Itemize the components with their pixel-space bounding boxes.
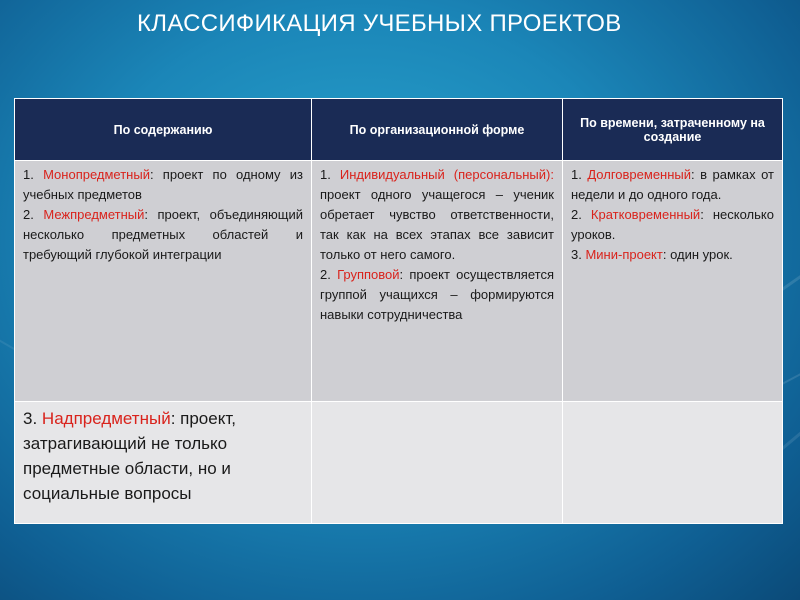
slide-title: КЛАССИФИКАЦИЯ УЧЕБНЫХ ПРОЕКТОВ — [137, 10, 622, 37]
header-by-organization: По организационной форме — [312, 99, 563, 161]
header-by-time: По времени, затраченному на создание — [563, 99, 783, 161]
list-item: 3. Мини-проект: один урок. — [571, 247, 733, 262]
table-header-row — [15, 99, 783, 161]
cell-time-types — [563, 161, 783, 402]
list-item: 2. Межпредметный: проект, объединяющий несколько предметных областей и требующий глубокой интеграции — [23, 207, 303, 262]
term: Надпредметный — [41, 409, 171, 428]
cell-organization-types — [312, 161, 563, 402]
header-by-content: По содержанию — [15, 99, 312, 161]
empty-cell — [312, 402, 563, 524]
list-item: 1. Долговременный: в рамках от недели и до одного года. — [571, 167, 774, 202]
term: Межпредметный — [43, 207, 145, 222]
list-item: 1. Монопредметный: проект по одному из учебных предметов — [23, 167, 303, 202]
cell-content-types — [15, 161, 312, 402]
list-item: 3. Надпредметный: проект, затрагивающий не только предметные области, но и социальные вопросы — [23, 409, 236, 503]
term: Групповой — [337, 267, 400, 282]
table-row — [15, 402, 783, 524]
term: Индивидуальный (персональный): — [339, 167, 554, 182]
term: Мини-проект — [585, 247, 663, 262]
term: Долговременный — [587, 167, 692, 182]
term: Монопредметный — [43, 167, 150, 182]
list-item: 2. Групповой: проект осуществляется группой учащихся – формируются навыки сотрудничества — [320, 267, 554, 322]
list-item: 1. Индивидуальный (персональный): проект одного учащегося – ученик обретает чувство ответственности, так как на всех этапах все зависит только от него самого. — [320, 167, 554, 262]
classification-table — [14, 98, 783, 524]
list-item: 2. Кратковременный: несколько уроков. — [571, 207, 774, 242]
table-row — [15, 161, 783, 402]
term: Кратковременный — [590, 207, 701, 222]
empty-cell — [563, 402, 783, 524]
cell-supra-subject — [15, 402, 312, 524]
